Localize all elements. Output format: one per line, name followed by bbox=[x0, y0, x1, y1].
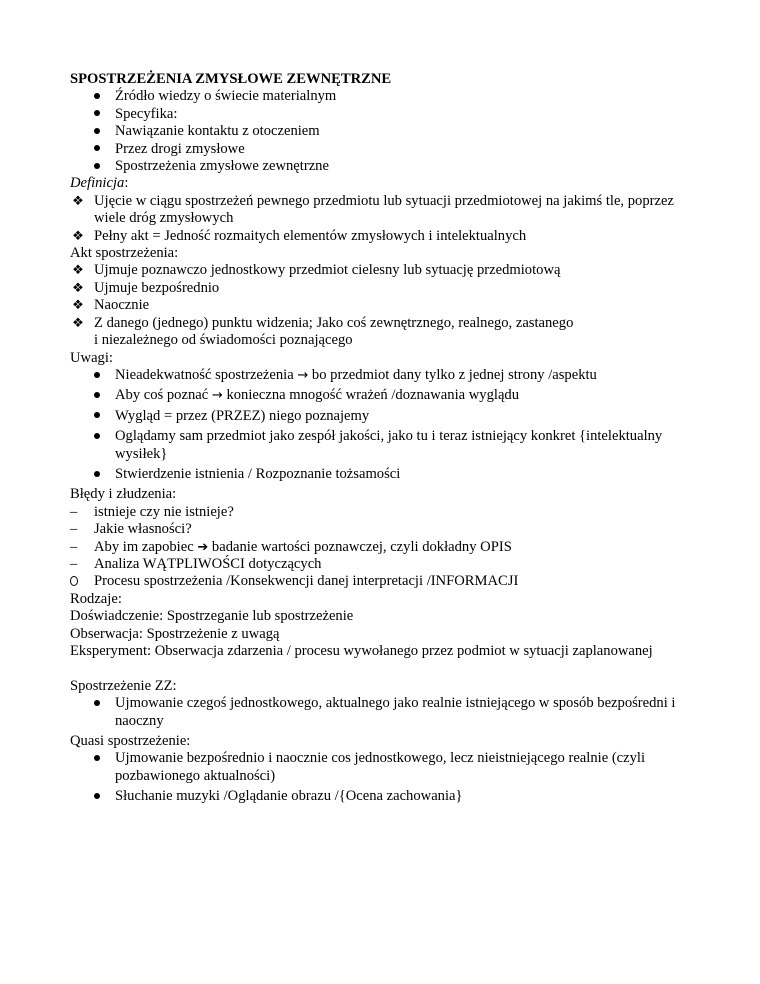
rodzaje-line: Obserwacja: Spostrzeżenie z uwagą bbox=[70, 625, 280, 642]
rodzaje-heading: Rodzaje: bbox=[70, 590, 122, 607]
bullet-dot-icon bbox=[92, 88, 102, 105]
bullet-dot-icon bbox=[92, 428, 102, 445]
bullet-dot-icon bbox=[92, 106, 102, 123]
definicja-heading: Definicja: bbox=[70, 175, 129, 192]
diamond-bullet-icon: ❖ bbox=[72, 193, 84, 209]
list-item: Źródło wiedzy o świecie materialnym bbox=[115, 88, 690, 105]
rodzaje-line: Eksperyment: Obserwacja zdarzenia / procesu wywołanego przez podmiot w sytuacji zaplanowanej bbox=[70, 643, 653, 659]
blank-line bbox=[70, 660, 690, 677]
bullet-dot-icon bbox=[92, 387, 102, 404]
diamond-bullet-icon: ❖ bbox=[72, 298, 84, 314]
list-item: ❖ Ujęcie w ciągu spostrzeżeń pewnego przedmiotu lub sytuacji przedmiotowej na jakimś tle, poprzez wiele dróg zmysłowych bbox=[94, 193, 690, 228]
list-item: Ujmowanie czegoś jednostkowego, aktualnego jako realnie istniejącego w sposób bezpośredni i naoczny bbox=[115, 695, 690, 730]
intro-list bbox=[70, 88, 690, 175]
document-title: SPOSTRZEŻENIA ZMYSŁOWE ZEWNĘTRZNE bbox=[70, 71, 392, 87]
diamond-bullet-icon: ❖ bbox=[72, 263, 84, 279]
bullet-dot-icon bbox=[92, 466, 102, 483]
zz-heading: Spostrzeżenie ZZ: bbox=[70, 677, 177, 694]
definicja-list bbox=[70, 193, 690, 245]
bledy-list bbox=[70, 504, 690, 591]
bullet-dot-icon bbox=[92, 695, 102, 712]
list-item: – Analiza WĄTPLIWOŚCI dotyczących bbox=[70, 555, 322, 572]
list-item: Stwierdzenie istnienia / Rozpoznanie tożsamości bbox=[115, 466, 690, 483]
bullet-dot-icon bbox=[92, 750, 102, 767]
ring-bullet-icon bbox=[70, 573, 84, 590]
list-item: Nieadekwatność spostrzeżenia → bo przedmiot dany tylko z jednej strony /aspektu bbox=[115, 367, 690, 384]
list-item: Nawiązanie kontaktu z otoczeniem bbox=[115, 123, 690, 140]
bullet-dot-icon bbox=[92, 408, 102, 425]
bledy-heading: Błędy i złudzenia: bbox=[70, 486, 177, 503]
list-item: Spostrzeżenia zmysłowe zewnętrzne bbox=[115, 158, 690, 175]
dash-bullet-icon: – bbox=[70, 503, 78, 520]
uwagi-list bbox=[70, 367, 690, 483]
bold-arrow-right-icon: ➔ bbox=[197, 539, 209, 555]
list-item: ❖ Ujmuje poznawczo jednostkowy przedmiot cielesny lub sytuację przedmiotową bbox=[94, 262, 690, 279]
bullet-dot-icon bbox=[92, 123, 102, 140]
akt-list bbox=[70, 262, 690, 349]
list-item: ❖ Ujmuje bezpośrednio bbox=[94, 280, 690, 297]
list-item: ❖ Pełny akt = Jedność rozmaitych elementów zmysłowych i intelektualnych bbox=[94, 228, 690, 245]
akt-heading: Akt spostrzeżenia: bbox=[70, 245, 179, 262]
diamond-bullet-icon: ❖ bbox=[72, 315, 84, 331]
bullet-dot-icon bbox=[92, 141, 102, 158]
list-item: – Aby im zapobiec ➔ badanie wartości poznawczej, czyli dokładny OPIS bbox=[70, 538, 512, 555]
list-item: Wygląd = przez (PRZEZ) niego poznajemy bbox=[115, 408, 690, 425]
quasi-heading: Quasi spostrzeżenie: bbox=[70, 733, 191, 750]
list-item-continuation: i niezależnego od świadomości poznającego bbox=[94, 332, 353, 349]
list-item: Specyfika: bbox=[115, 106, 690, 123]
list-item: Aby coś poznać → konieczna mnogość wrażeń /doznawania wyglądu bbox=[115, 387, 690, 404]
arrow-right-icon: → bbox=[211, 388, 223, 404]
bullet-dot-icon bbox=[92, 367, 102, 384]
diamond-bullet-icon: ❖ bbox=[72, 228, 84, 244]
quasi-list bbox=[70, 750, 690, 805]
dash-bullet-icon: – bbox=[70, 555, 78, 572]
list-item: ❖ Naocznie bbox=[94, 297, 690, 314]
arrow-right-icon: → bbox=[297, 367, 309, 383]
rodzaje-line: Doświadczenie: Spostrzeganie lub spostrzeżenie bbox=[70, 608, 354, 625]
list-item: Procesu spostrzeżenia /Konsekwencji danej interpretacji /INFORMACJI bbox=[94, 573, 690, 590]
dash-bullet-icon: – bbox=[70, 538, 78, 555]
uwagi-heading: Uwagi: bbox=[70, 349, 113, 366]
list-item: Przez drogi zmysłowe bbox=[115, 141, 690, 158]
bullet-dot-icon bbox=[92, 788, 102, 805]
list-item: – istnieje czy nie istnieje? bbox=[70, 503, 234, 520]
document-content bbox=[70, 71, 690, 809]
list-item: Ujmowanie bezpośrednio i naocznie cos jednostkowego, lecz nieistniejącego realnie (czyli pozbawionego aktualności) bbox=[115, 750, 690, 785]
list-item: ❖ Z danego (jednego) punktu widzenia; Jako coś zewnętrznego, realnego, zastanego bbox=[94, 315, 690, 332]
list-item: Słuchanie muzyki /Oglądanie obrazu /{Ocena zachowania} bbox=[115, 788, 690, 805]
bullet-dot-icon bbox=[92, 158, 102, 175]
diamond-bullet-icon: ❖ bbox=[72, 280, 84, 296]
list-item: – Jakie własności? bbox=[70, 521, 192, 538]
dash-bullet-icon: – bbox=[70, 521, 78, 538]
list-item: Oglądamy sam przedmiot jako zespół jakości, jako tu i teraz istniejący konkret {intelektualny wysiłek} bbox=[115, 428, 690, 463]
zz-list bbox=[70, 695, 690, 730]
